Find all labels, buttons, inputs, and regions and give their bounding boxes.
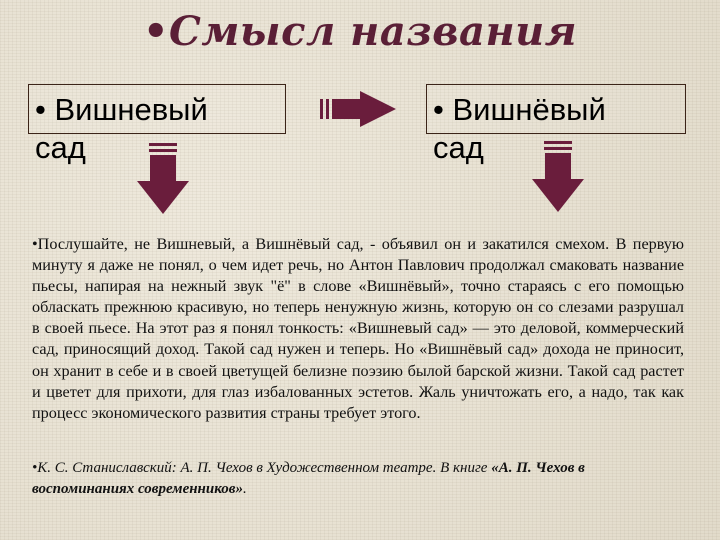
arrow-down-icon	[531, 140, 585, 214]
right-term-line2: сад	[433, 130, 484, 165]
stanislavsky-quote: •Послушайте, не Вишневый, а Вишнёвый сад, - объявил он и закатился смехом. В первую минуту я даже не понял, о чем идет речь, но Антон Павлович продолжал смаковать название пьесы, напирая на нежный звук "ё" в слове «Вишнёвый», точно стараясь с его помощью обласкать прежнюю красивую, но теперь ненужную жизнь, которую он со слезами разрушал в своей пьесе. На этот раз я понял тонкость: «Вишневый сад» — это деловой, коммерческий сад, приносящий доход. Такой сад нужен и теперь. Но «Вишнёвый сад» дохода не приносит, он хранит в себе и в своей цветущей белизне поэзию былой барской жизни. Такой сад растет и цветет для прихоти, для глаз избалованных эстетов. Жаль уничтожать его, а надо, так как процесс экономического развития страны требует этого.	[32, 235, 684, 422]
left-term-box	[28, 84, 286, 165]
arrow-right-icon	[318, 90, 398, 128]
right-term-box	[426, 84, 686, 165]
right-term-line1: • Вишнёвый	[433, 92, 606, 127]
left-term-line1: • Вишневый	[35, 92, 208, 127]
quote-source	[32, 458, 684, 500]
source-prefix: •К. С. Станиславский: А. П. Чехов в Художественном театре. В книге	[32, 460, 492, 476]
slide-title: •Смысл названия	[142, 8, 578, 55]
source-book-title: «А. П. Чехов в воспоминаниях современников»	[32, 460, 585, 497]
arrow-down-icon	[136, 142, 190, 216]
left-term-line2: сад	[35, 130, 86, 165]
source-suffix: .	[242, 481, 247, 497]
